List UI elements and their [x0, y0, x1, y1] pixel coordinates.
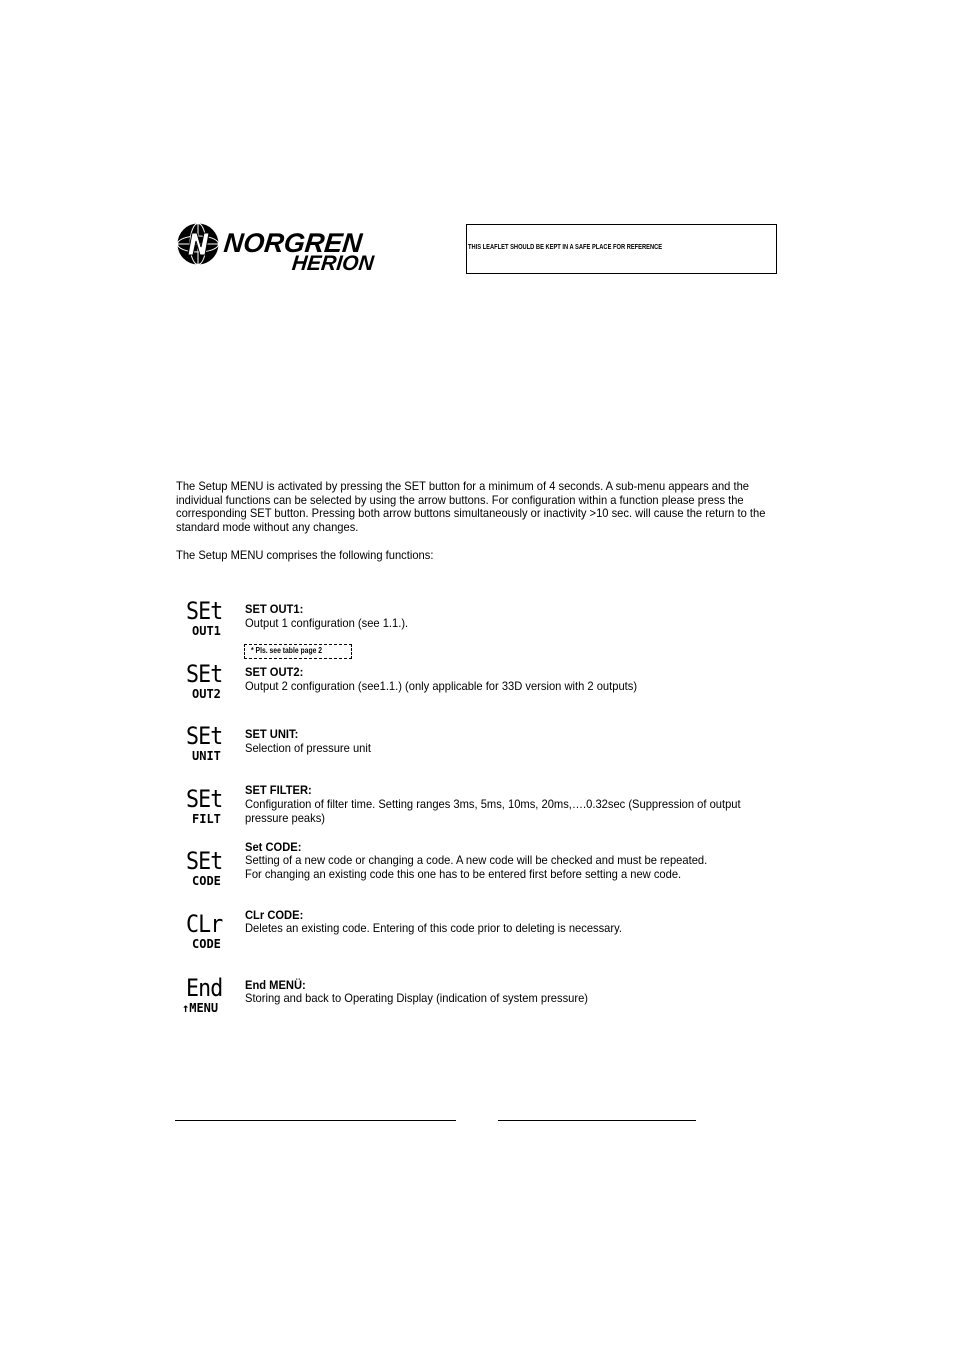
lcd-display-set-out2: [184, 660, 228, 707]
lcd-top-text: CLr: [186, 910, 223, 938]
entry-title: SET OUT2:: [245, 665, 304, 679]
entry-title: Set CODE:: [245, 840, 302, 854]
entry-text: Selection of pressure unit: [245, 741, 371, 755]
entry-text: Storing and back to Operating Display (indication of system pressure): [245, 991, 589, 1005]
lcd-top-text: SEt: [186, 785, 223, 813]
entry-text: Output 1 configuration (see 1.1.).: [245, 616, 409, 630]
lcd-top-text: SEt: [186, 847, 223, 875]
lcd-display-set-unit: [184, 722, 228, 769]
brand-name: NORGREN: [222, 228, 364, 258]
lcd-top-text: SEt: [186, 660, 223, 688]
entry-text: Setting of a new code or changing a code. A new code will be checked and must be repeated.: [245, 853, 708, 867]
norgren-logo-icon: [176, 222, 220, 266]
table-reference-note: [244, 644, 352, 659]
signature-line-left: [175, 1120, 456, 1121]
reference-notice: THIS LEAFLET SHOULD BE KEPT IN A SAFE PLACE FOR REFERENCE: [468, 244, 663, 251]
lcd-bottom-text: OUT1: [192, 624, 221, 638]
lcd-top-text: SEt: [186, 722, 223, 750]
lcd-bottom-text: FILT: [192, 812, 221, 826]
entry-title: SET UNIT:: [245, 727, 299, 741]
lcd-top-text: End: [186, 974, 223, 1002]
lcd-display-clr-code: [184, 910, 228, 957]
lcd-display-end-menu: [182, 974, 228, 1021]
lcd-top-text: SEt: [186, 597, 223, 625]
signature-line-right: [498, 1120, 696, 1121]
lcd-display-set-code: [184, 847, 228, 894]
lcd-bottom-text: CODE: [192, 874, 221, 888]
entry-text: Deletes an existing code. Entering of this code prior to deleting is necessary.: [245, 921, 622, 935]
lcd-bottom-text: OUT2: [192, 687, 221, 701]
entry-title: End MENÜ:: [245, 978, 306, 992]
note-text: * Pls. see table page 2: [251, 646, 323, 655]
entry-text-continued: For changing an existing code this one has to be entered first before setting a new code.: [245, 867, 682, 881]
brand-subname: HERION: [290, 252, 375, 275]
lcd-display-set-filter: [184, 785, 228, 832]
lcd-display-set-out1: [184, 597, 228, 644]
lcd-bottom-text: UNIT: [192, 749, 221, 763]
lcd-bottom-text: ↑MENU: [182, 1001, 219, 1015]
entry-title: SET FILTER:: [245, 783, 312, 797]
entry-text: Configuration of filter time. Setting ranges 3ms, 5ms, 10ms, 20ms,….0.32sec (Suppression of output pressure peaks): [245, 797, 741, 825]
lcd-bottom-text: CODE: [192, 937, 221, 951]
intro-list-lead: The Setup MENU comprises the following functions:: [176, 548, 434, 562]
reference-notice-box: [466, 224, 777, 274]
entry-title: SET OUT1:: [245, 602, 304, 616]
entry-text: Output 2 configuration (see1.1.) (only applicable for 33D version with 2 outputs): [245, 679, 638, 693]
entry-title: CLr CODE:: [245, 908, 304, 922]
intro-paragraph: The Setup MENU is activated by pressing the SET button for a minimum of 4 seconds. A sub-menu appears and the individual functions can be selected by using the arrow buttons. For configuration within a function please press the corresponding SET button. Pressing both arrow buttons simultaneously or inactivity >10 sec. will cause the return to the standard mode without any changes.: [176, 479, 766, 534]
